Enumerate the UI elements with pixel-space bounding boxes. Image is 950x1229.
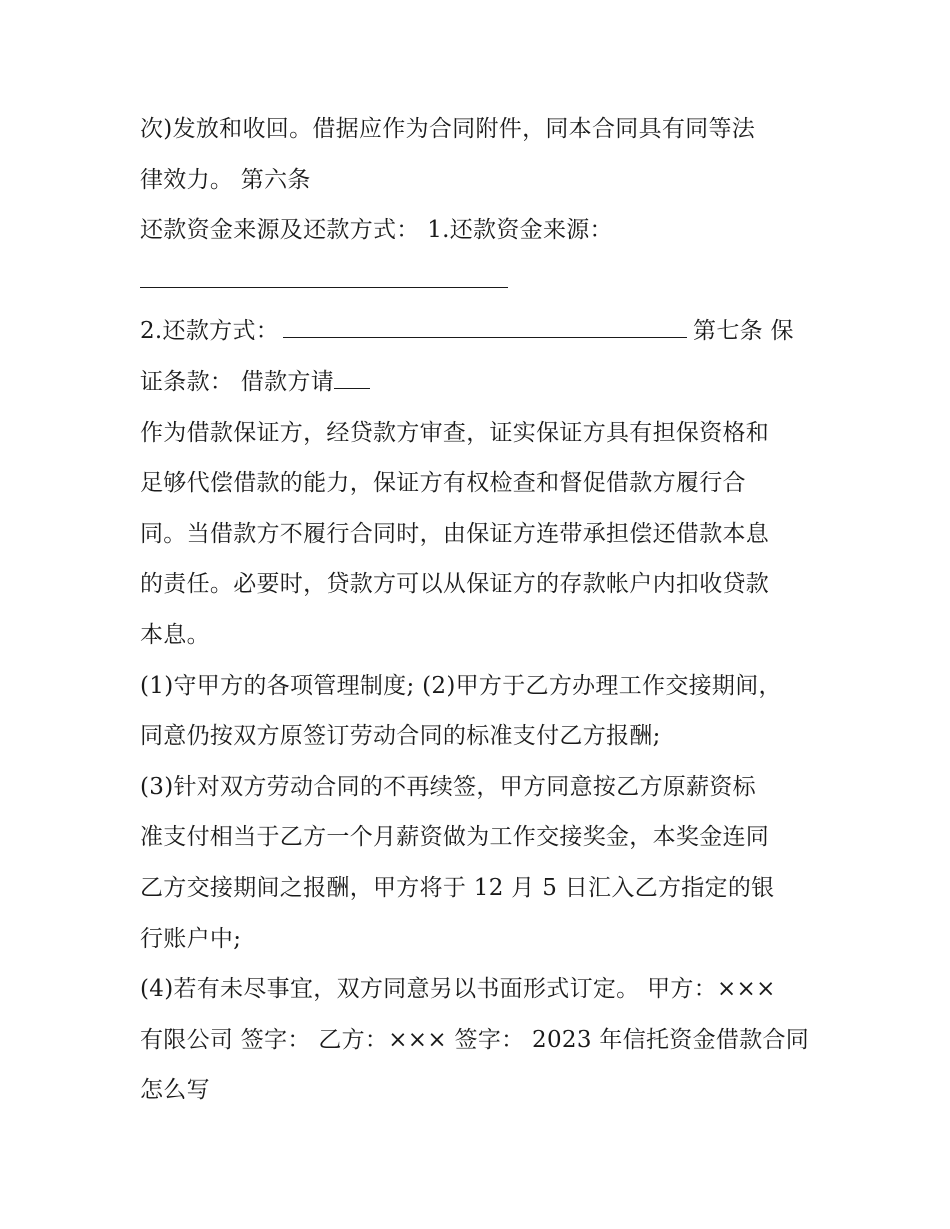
guarantee-clause-label: 证条款： 借款方请 [140,368,335,395]
repayment-method-label: 2.还款方式： [140,318,280,345]
article-seven-heading: 第七条 保 [693,318,794,345]
text-line-9: 足够代偿借款的能力，保证方有权检查和督促借款方履行合 [140,470,746,497]
fill-blank-repayment-method [283,307,687,338]
text-line-2: 律效力。 第六条 [140,166,311,193]
text-line-8: 作为借款保证方，经贷款方审查，证实保证方具有担保资格和 [140,419,770,446]
text-line-guarantee [140,357,820,408]
text-line-16: 准支付相当于乙方一个月薪资做为工作交接奖金，本奖金连同 [140,824,770,851]
text-line-19: (4)若有未尽事宜，双方同意另以书面形式订定。 甲方：××× [140,976,776,1003]
text-line-10: 同。当借款方不履行合同时，由保证方连带承担偿还借款本息 [140,520,770,547]
document-body [140,104,820,1116]
text-line-12: 本息。 [140,621,210,648]
fill-blank-repayment-source [140,257,508,288]
text-line-13: (1)守甲方的各项管理制度; (2)甲方于乙方办理工作交接期间， [140,672,782,699]
text-line-21: 怎么写 [140,1077,210,1104]
blank-line-repayment-source [140,256,820,307]
text-line-repayment-method [140,306,820,357]
text-line-14: 同意仍按双方原签订劳动合同的标准支付乙方报酬; [140,723,661,750]
text-line-3: 还款资金来源及还款方式： 1.还款资金来源： [140,217,613,244]
text-line-20: 有限公司 签字： 乙方：××× 签字： 2023 年信托资金借款合同 [140,1026,810,1053]
fill-blank-guarantor [334,358,370,389]
text-line-15: (3)针对双方劳动合同的不再续签，甲方同意按乙方原薪资标 [140,773,756,800]
text-line-18: 行账户中; [140,925,242,952]
text-line-17: 乙方交接期间之报酬，甲方将于 12 月 5 日汇入乙方指定的银 [140,874,775,901]
text-line-1: 次)发放和收回。借据应作为合同附件，同本合同具有同等法 [140,116,756,142]
text-line-11: 的责任。必要时，贷款方可以从保证方的存款帐户内扣收贷款 [140,571,770,598]
